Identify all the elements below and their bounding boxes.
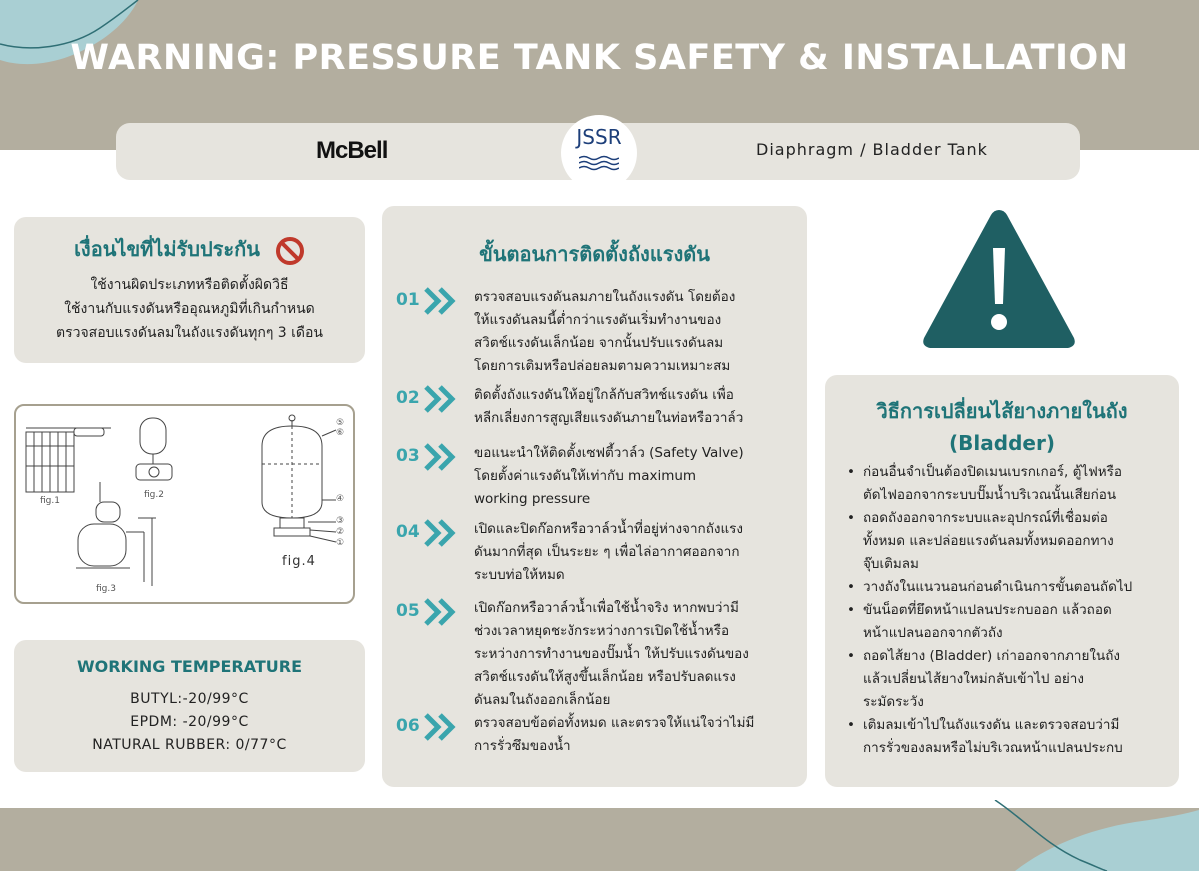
step-line: ดันลมในถังออกเล็กน้อย <box>474 692 611 708</box>
bladder-replacement-title <box>825 395 1179 459</box>
jssr-logo-text: JSSR <box>576 125 622 149</box>
bladder-step-line: การรั่วของลมหรือไม่บริเวณหน้าแปลนประกบ <box>863 740 1123 756</box>
bladder-step-item <box>845 507 1175 576</box>
figure-callout: ⑥ <box>336 428 345 438</box>
step-line: ตรวจสอบข้อต่อทั้งหมด และตรวจให้แน่ใจว่าไม่มี <box>474 715 755 731</box>
mcbell-logo: McBell <box>316 137 388 164</box>
double-chevron-icon <box>424 384 466 414</box>
step-line: ระบบท่อให้หมด <box>474 567 565 583</box>
step-text <box>474 518 804 587</box>
bladder-title-line: วิธีการเปลี่ยนไส้ยางภายในถัง <box>876 399 1128 423</box>
step-line: การรั่วซึมของน้ำ <box>474 738 571 754</box>
figure-callout: ② <box>336 527 345 537</box>
temperature-item: BUTYL:-20/99°C <box>130 691 249 707</box>
double-chevron-icon <box>424 518 466 548</box>
warranty-conditions-heading: เงื่อนไขที่ไม่รับประกัน <box>74 237 260 261</box>
step-line: หลีกเลี่ยงการสูญเสียแรงดันภายในท่อหรือวาล์ว <box>474 410 744 426</box>
double-chevron-icon <box>424 442 466 472</box>
figure-callout: ① <box>336 538 345 548</box>
bladder-steps-list <box>845 461 1175 760</box>
bladder-step-item <box>845 645 1175 714</box>
warranty-conditions-list <box>14 273 365 345</box>
step-line: ขอแนะนำให้ติดตั้งเซฟตี้วาล์ว (Safety Valve) <box>474 445 744 461</box>
bladder-step-item <box>845 576 1175 599</box>
figure-label: fig.4 <box>282 554 316 569</box>
step-line: ดันมากที่สุด เป็นระยะ ๆ เพื่อไล่อากาศออกจาก <box>474 544 740 560</box>
figure-label: fig.3 <box>96 584 116 594</box>
installation-diagram <box>16 406 353 602</box>
bladder-step-line: • ขันน็อตที่ยึดหน้าแปลนประกบออก แล้วถอด <box>863 602 1112 618</box>
jssr-logo <box>561 115 637 191</box>
condition-item: ตรวจสอบแรงดันลมในถังแรงดันทุกๆ 3 เดือน <box>55 325 323 341</box>
bladder-replacement-card <box>825 375 1179 787</box>
step-number: 05 <box>396 601 420 621</box>
bladder-step-line: • ถอดถังออกจากระบบและอุปกรณ์ที่เชื่อมต่อ <box>863 510 1108 526</box>
step-text <box>474 442 804 511</box>
step-text <box>474 597 804 712</box>
step-line: ระหว่างการทำงานของปั๊มน้ำ ให้ปรับแรงดันของ <box>474 646 749 662</box>
bladder-step-line: ระมัดระวัง <box>863 694 924 710</box>
step-line: เปิดและปิดก๊อกหรือวาล์วน้ำที่อยู่ห่างจากถังแรง <box>474 521 744 537</box>
figure-label: fig.2 <box>144 490 164 500</box>
step-line: ให้แรงดันลมนี้ต่ำกว่าแรงดันเริ่มทำงานของ <box>474 312 722 328</box>
no-entry-icon <box>275 236 305 266</box>
figure-callout: ③ <box>336 516 345 526</box>
condition-item: ใช้งานผิดประเภทหรือติดตั้งผิดวิธี <box>90 277 289 293</box>
bladder-title-line: (Bladder) <box>949 431 1055 455</box>
warranty-conditions-title <box>14 233 365 266</box>
step-text <box>474 286 804 378</box>
bladder-step-line: • ก่อนอื่นจำเป็นต้องปิดเมนเบรกเกอร์, ตู้ไฟหรือ <box>863 464 1123 480</box>
decorative-wave-bottom-right <box>985 800 1199 871</box>
bladder-step-line: แล้วเปลี่ยนไส้ยางใหม่กลับเข้าไป อย่าง <box>863 671 1084 687</box>
step-line: โดยการเติมหรือปล่อยลมตามความเหมาะสม <box>474 358 731 374</box>
tank-type-label: Diaphragm / Bladder Tank <box>756 140 988 159</box>
step-line: โดยตั้งค่าแรงดันให้เท่ากับ maximum <box>474 468 697 484</box>
brand-bar <box>116 123 1080 180</box>
step-line: ตรวจสอบแรงดันลมภายในถังแรงดัน โดยต้อง <box>474 289 736 305</box>
working-temperature-title: WORKING TEMPERATURE <box>76 657 303 676</box>
bladder-step-line: ทั้งหมด และปล่อยแรงดันลมทั้งหมดออกทาง <box>863 533 1114 549</box>
step-line: สวิตช์แรงดันเล็กน้อย จากนั้นปรับแรงดันลม <box>474 335 724 351</box>
bladder-step-item <box>845 714 1175 760</box>
figure-label: fig.1 <box>40 496 60 506</box>
double-chevron-icon <box>424 286 466 316</box>
bladder-step-line: • วางถังในแนวนอนก่อนดำเนินการขั้นตอนถัดไป <box>863 579 1133 595</box>
step-line: ติดตั้งถังแรงดันให้อยู่ใกล้กับสวิทช์แรงดัน เพื่อ <box>474 387 734 403</box>
step-line: ช่วงเวลาหยุดชะงักระหว่างการเปิดใช้น้ำหรือ <box>474 623 730 639</box>
wave-lines-icon <box>579 155 619 171</box>
temperature-list <box>14 688 365 757</box>
condition-item: ใช้งานกับแรงดันหรืออุณหภูมิที่เกินกำหนด <box>64 301 315 317</box>
bladder-step-line: จุ๊บเติมลม <box>863 556 919 572</box>
bladder-step-line: หน้าแปลนออกจากตัวถัง <box>863 625 1003 641</box>
page-title: WARNING: PRESSURE TANK SAFETY & INSTALLATION <box>70 38 1129 78</box>
bladder-step-line: • เติมลมเข้าไปในถังแรงดัน และตรวจสอบว่ามี <box>863 717 1120 733</box>
step-number: 03 <box>396 446 420 466</box>
step-line: เปิดก๊อกหรือวาล์วน้ำเพื่อใช้น้ำจริง หากพบว่ามี <box>474 600 739 616</box>
installation-steps-card <box>382 206 807 787</box>
installation-steps-title: ขั้นตอนการติดตั้งถังแรงดัน <box>479 242 710 266</box>
warranty-conditions-card <box>14 217 365 363</box>
temperature-item: NATURAL RUBBER: 0/77°C <box>92 737 287 753</box>
step-number: 02 <box>396 388 420 408</box>
bladder-step-line: • ถอดไส้ยาง (Bladder) เก่าออกจากภายในถัง <box>863 648 1120 664</box>
step-number: 01 <box>396 290 420 310</box>
step-text <box>474 712 804 758</box>
step-number: 04 <box>396 522 420 542</box>
bladder-step-item <box>845 599 1175 645</box>
working-temperature-card <box>14 640 365 772</box>
step-number: 06 <box>396 716 420 736</box>
bladder-step-item <box>845 461 1175 507</box>
warning-triangle-icon <box>918 204 1080 354</box>
double-chevron-icon <box>424 712 466 742</box>
step-line: working pressure <box>474 491 591 507</box>
installation-figures <box>14 404 355 604</box>
temperature-item: EPDM: -20/99°C <box>130 714 249 730</box>
step-line: สวิตช์แรงดันให้สูงขึ้นเล็กน้อย หรือปรับลดแรง <box>474 669 736 685</box>
figure-callout: ⑤ <box>336 418 345 428</box>
double-chevron-icon <box>424 597 466 627</box>
bladder-step-line: ตัดไฟออกจากระบบปั๊มน้ำบริเวณนั้นเสียก่อน <box>863 487 1117 503</box>
step-text <box>474 384 804 430</box>
figure-callout: ④ <box>336 494 345 504</box>
